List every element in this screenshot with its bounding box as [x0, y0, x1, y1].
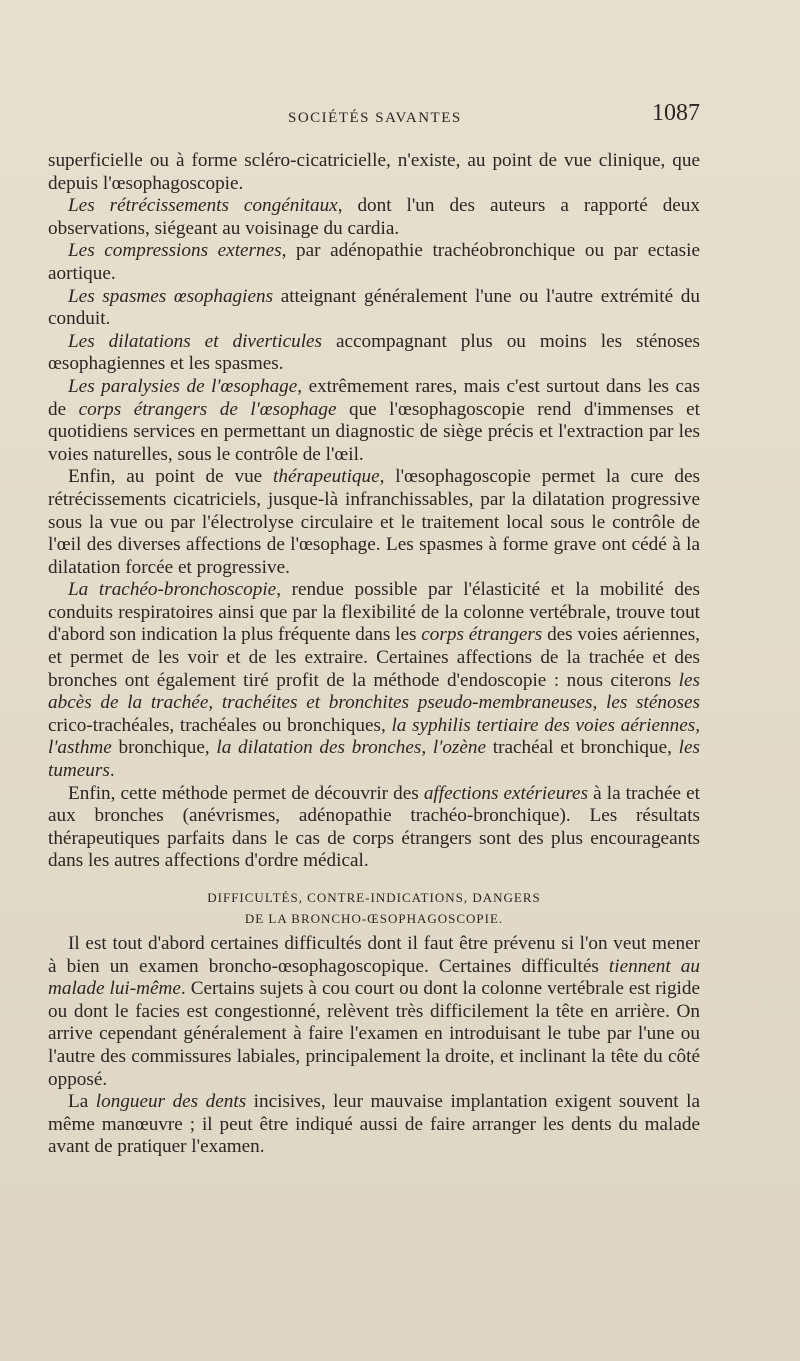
paragraph-1: superficielle ou à forme scléro-cicatricielle, n'existe, au point de vue clinique, que depuis l'œsophagoscopie. [48, 150, 700, 194]
paragraph-6: Les paralysies de l'œsophage, extrêmement rares, mais c'est surtout dans les cas de corps étrangers de l'œsophage que l'œsophagoscopie rend d'immenses et quotidiens services en permettant un diagnostic de siège précis et l'extraction par les voies naturelles, sous le contrôle de l'œil. [48, 375, 700, 465]
page-header [48, 100, 700, 140]
paragraph-9: Enfin, cette méthode permet de découvrir des affections extérieures à la trachée et aux bronches (anévrismes, adénopathie trachéo-bronchique). Les résultats thérapeutiques parfaits dans le cas de corps étrangers sont des plus encourageants dans les autres affections d'ordre médical. [48, 782, 700, 872]
paragraph-3: Les compressions externes, par adénopathie trachéobronchique ou par ectasie aortique. [48, 240, 700, 284]
body-text [48, 150, 700, 1159]
page-number: 1087 [652, 100, 700, 126]
paragraph-7: Enfin, au point de vue thérapeutique, l'œsophagoscopie permet la cure des rétrécissements cicatriciels, jusque-là infranchissables, par la dilatation progressive sous la vue ou par l'électrolyse circulaire et le traitement local sous le contrôle de l'œil des diverses affections de l'œsophage. Les spasmes à forme grave ont cédé à la dilatation forcée et progressive. [48, 466, 700, 578]
running-title: SOCIÉTÉS SAVANTES [288, 110, 462, 126]
section-heading-line-1: DIFFICULTÉS, CONTRE-INDICATIONS, DANGERS [207, 890, 541, 905]
paragraph-11: La longueur des dents incisives, leur mauvaise implantation exigent souvent la même manœuvre ; il peut être indiqué aussi de faire arranger les dents du malade avant de pratiquer l'examen. [48, 1091, 700, 1158]
section-heading [48, 887, 700, 929]
paragraph-8: La trachéo-bronchoscopie, rendue possible par l'élasticité et la mobilité des conduits respiratoires ainsi que par la flexibilité de la colonne vertébrale, trouve tout d'abord son indication la plus fréquente dans les corps étrangers des voies aériennes, et permet de les voir et de les extraire. Certaines affections de la trachée et des bronches ont également tiré profit de la méthode d'endoscopie : nous citerons les abcès de la trachée, trachéites et bronchites pseudo-membraneuses, les sténoses crico-trachéales, trachéales ou bronchiques, la syphilis tertiaire des voies aériennes, l'asthme bronchique, la dilatation des bronches, l'ozène trachéal et bronchique, les tumeurs. [48, 579, 701, 782]
paragraph-4: Les spasmes œsophagiens atteignant généralement l'une ou l'autre extrémité du conduit. [48, 285, 700, 330]
paragraph-5: Les dilatations et diverticules accompagnant plus ou moins les sténoses œsophagiennes et les spasmes. [48, 330, 700, 375]
paragraph-10: Il est tout d'abord certaines difficultés dont il faut être prévenu si l'on veut mener à bien un examen broncho-œsophagoscopique. Certaines difficultés tiennent au malade lui-même. Certains sujets à cou court ou dont la colonne vertébrale est rigide ou dont le facies est congestionné, relèvent très difficilement la tête en arrière. On arrive cependant généralement à faire l'examen en introduisant le tube par l'une ou l'autre des commissures labiales, principalement la droite, et inclinant la tête du côté opposé. [48, 933, 700, 1090]
section-heading-line-2: DE LA BRONCHO-ŒSOPHAGOSCOPIE. [244, 911, 504, 926]
paragraph-2: Les rétrécissements congénitaux, dont l'un des auteurs a rapporté deux observations, siégeant au voisinage du cardia. [48, 195, 700, 239]
